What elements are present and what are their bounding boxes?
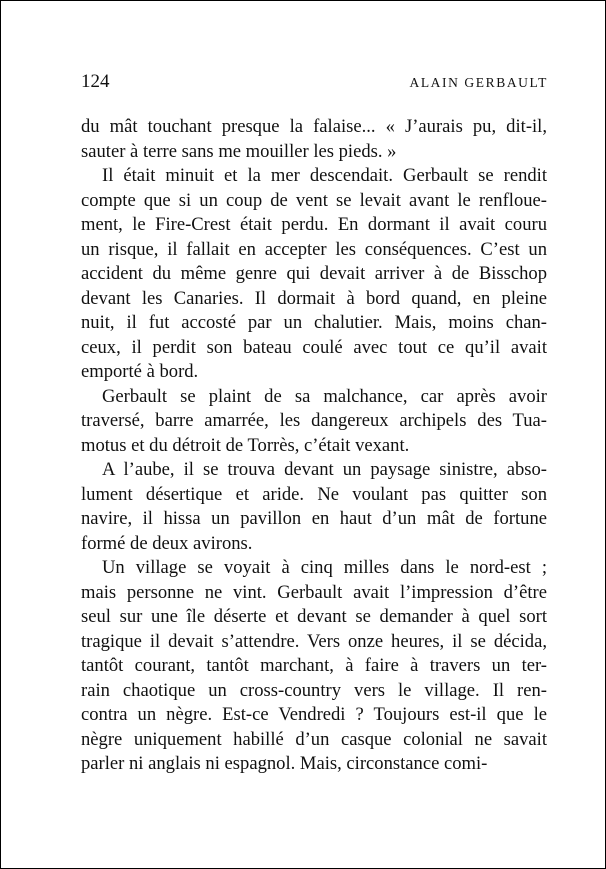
text-line: mais personne ne vint. Gerbault avait l’impression d’être [81,581,547,603]
text-line: Gerbault se plaint de sa malchance, car après avoir [102,385,547,407]
text-line: Un village se voyait à cinq milles dans le nord-est ; [102,557,547,578]
text-line: devant les Canaries. Il dormait à bord quand, en pleine [81,287,547,309]
text-line: navire, il hissa un pavillon en haut d’un mât de fortune [81,508,547,529]
paragraph [81,458,547,556]
text-line: rain chaotique un cross-country vers le village. Il ren- [81,679,547,701]
paragraph [81,385,547,459]
text-line: contra un nègre. Est-ce Vendredi ? Toujours est-il que le [81,704,547,725]
text-line: formé de deux avirons. [81,532,253,554]
text-line: compte que si un coup de vent se levait avant le renfloue- [81,189,547,211]
text-line: A l’aube, il se trouva devant un paysage sinistre, abso- [102,459,547,480]
text-line: sauter à terre sans me mouiller les pieds. » [81,140,397,162]
text-line: motus et du détroit de Torrès, c’était vexant. [81,434,410,456]
paragraph [81,556,547,777]
running-title: ALAIN GERBAULT [409,75,548,90]
text-line: emporté à bord. [81,361,199,382]
text-line: seul sur une île déserte et devant se demander à quel sort [81,606,547,627]
text-line: lument désertique et aride. Ne voulant pas quitter son [81,483,547,505]
body-text [81,115,547,777]
text-line: du mât touchant presque la falaise... « J’aurais pu, dit-il, [81,116,547,137]
text-line: tragique il devait s’attendre. Vers onze heures, il se décida, [81,630,547,652]
text-line: un risque, il fallait en accepter les conséquences. C’est un [81,238,547,260]
text-line: ment, le Fire-Crest était perdu. En dormant il avait couru [81,214,547,235]
paragraph [81,115,547,164]
text-line: parler ni anglais ni espagnol. Mais, circonstance comi- [81,753,488,774]
text-line: nuit, il fut accosté par un chalutier. Mais, moins chan- [81,312,547,333]
text-line: tantôt courant, tantôt marchant, à faire à travers un ter- [81,655,547,676]
text-line: Il était minuit et la mer descendait. Gerbault se rendit [102,165,547,186]
paragraph [81,164,547,385]
text-line: accident du même genre qui devait arriver à de Bisschop [81,263,547,284]
text-line: ceux, il perdit son bateau coulé avec tout ce qu’il avait [81,336,547,358]
text-line: nègre uniquement habillé d’un casque colonial ne savait [81,728,547,750]
page-number: 124 [81,71,110,92]
text-line: traversé, barre amarrée, les dangereux archipels des Tua- [81,410,547,431]
